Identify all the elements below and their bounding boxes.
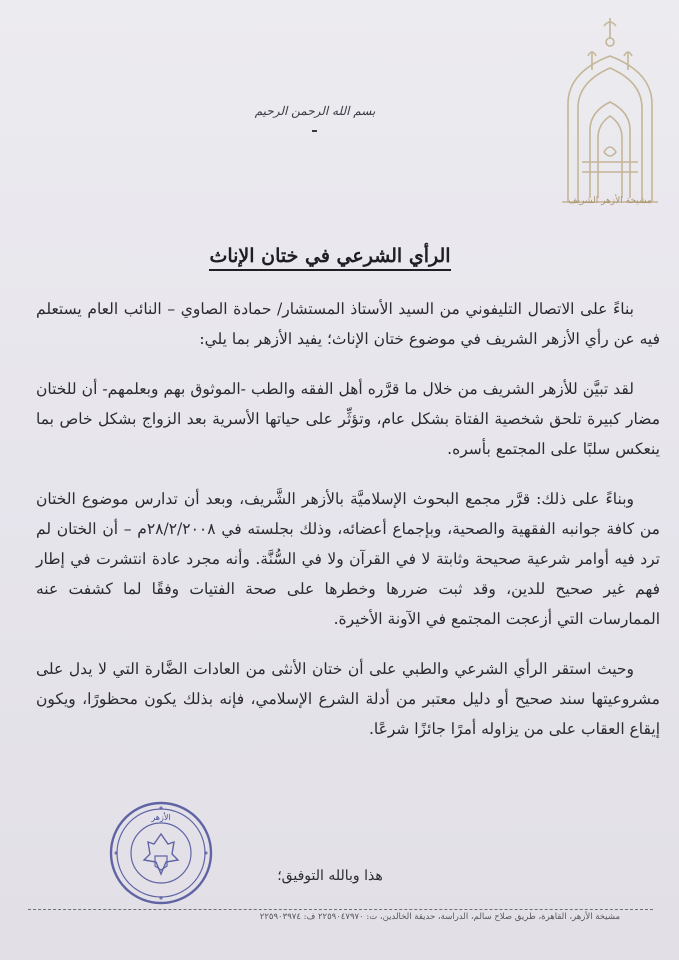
- paragraph-decision: وبناءً على ذلك: قرَّر مجمع البحوث الإسلاميَّة بالأزهر الشَّريف، وبعد أن تدارس موضوع الختان من كافة جوانبه الفقهية والصحية، وبإجماع أعضائه، وذلك بجلسته في ٢٨/٢/٢٠٠٨م – أن الختان لم ترد فيه أوامر شرعية صحيحة وثابتة لا في القرآن ولا في السُّنَّة. وأنه مجرد عادة انتشرت في إطار فهم غير صحيح للدين، وقد ثبت ضررها وخطرها على صحة الفتيات وفقًا لما كشفت عنه الممارسات التي أزعجت المجتمع في الآونة الأخيرة.: [36, 490, 660, 628]
- paragraph-intro: بناءً على الاتصال التليفوني من السيد الأستاذ المستشار/ حمادة الصاوي – النائب العام يستعلم فيه عن رأي الأزهر الشريف في موضوع ختان الإناث؛ يفيد الأزهر بما يلي:: [36, 300, 660, 348]
- logo-caption: مشيخة الأزهر الشريف: [568, 196, 652, 206]
- letterhead-footer: مشيخة الأزهر، القاهرة، طريق صلاح سالم، الدراسة، حديقة الخالدين، ت: ٢٢٥٩٠٤٧٩٧٠ ف: ٢٢٥٩٠٣٩٧٤: [259, 912, 620, 922]
- al-azhar-logo: [548, 12, 672, 222]
- paragraph-findings: لقد تبيَّن للأزهر الشريف من خلال ما قرَّره أهل الفقه والطب -الموثوق بهم وبعلمهم- أن للختان مضار كبيرة تلحق شخصية الفتاة بشكل عام، وتؤثِّر على حياتها الأسرية بعد الزواج بشكل خاص بما ينعكس سلبًا على المجتمع بأسره.: [36, 380, 660, 458]
- footer-divider: [28, 909, 653, 910]
- document-title-text: الرأي الشرعي في ختان الإناث: [209, 245, 450, 271]
- paragraph-conclusion: وحيث استقر الرأي الشرعي والطبي على أن ختان الأنثى من العادات الضَّارة التي لا يدل على مشروعيتها سند صحيح أو دليل معتبر من أدلة الشرع الإسلامي، فإنه بذلك يكون محظورًا، ويكون إيقاع العقاب على من يزاوله أمرًا جائزًا شرعًا.: [36, 660, 660, 738]
- closing-phrase: هذا وبالله التوفيق؛: [277, 868, 383, 884]
- document-body: [36, 294, 660, 764]
- document-title: [180, 245, 480, 267]
- stamp-text: الأزهر: [151, 813, 171, 822]
- basmala-underline: [312, 130, 317, 132]
- basmala: بسم الله الرحمن الرحيم: [254, 104, 376, 118]
- official-stamp: [108, 800, 214, 906]
